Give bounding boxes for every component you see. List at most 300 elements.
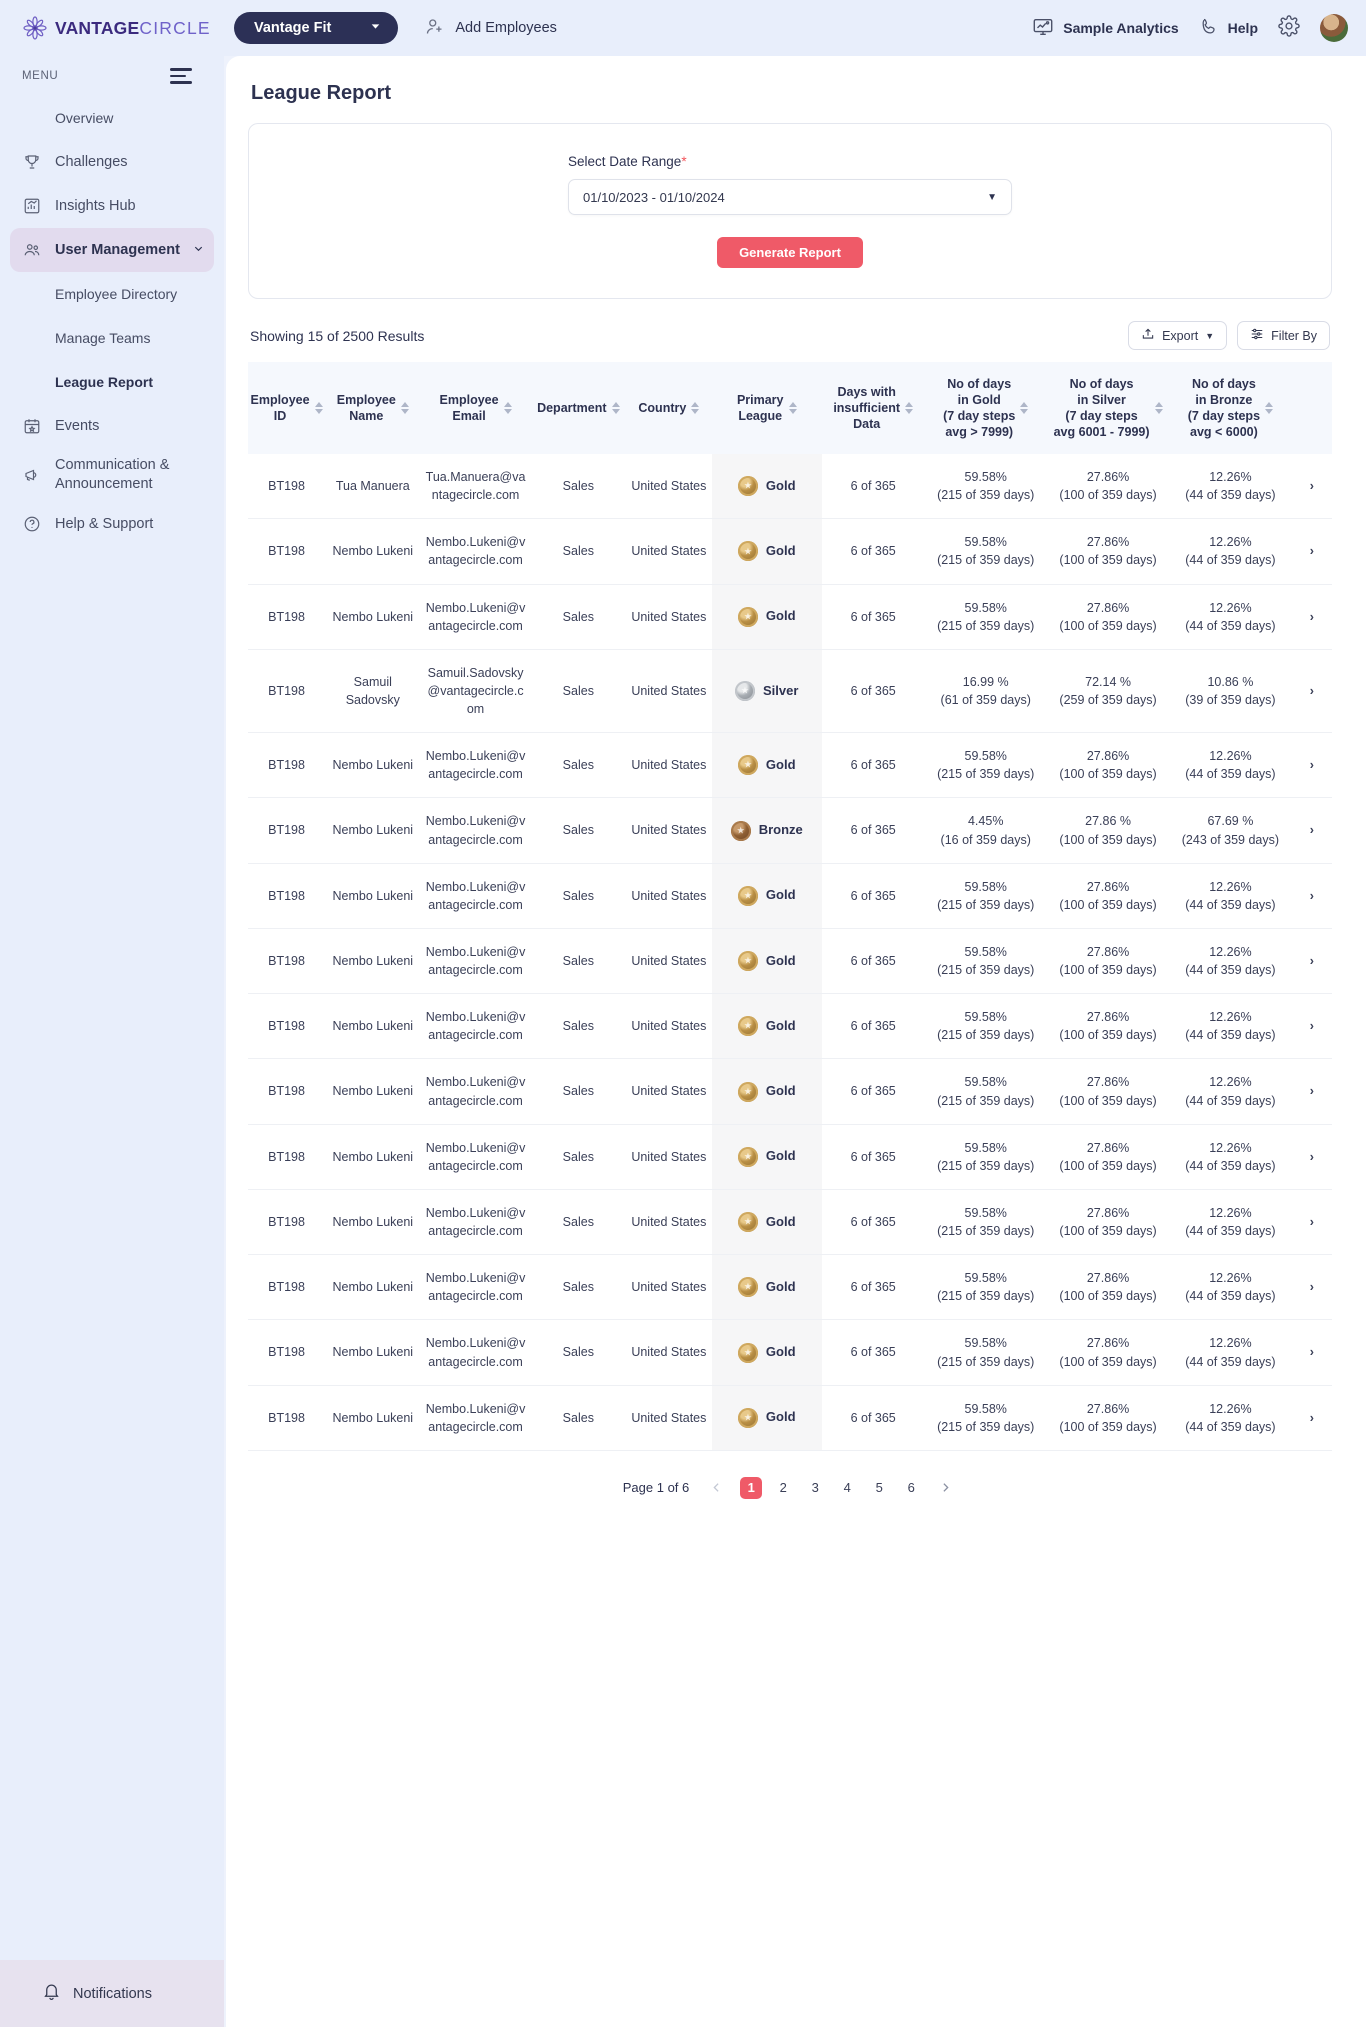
table-row[interactable] <box>248 798 1332 863</box>
cell-insufficient-data: 6 of 365 <box>822 1255 925 1320</box>
gold-medal-icon <box>738 1343 758 1363</box>
row-expand-button[interactable] <box>1292 863 1332 928</box>
brand-text <box>55 18 211 39</box>
table-row[interactable] <box>248 519 1332 584</box>
page-title: League Report <box>251 82 392 104</box>
sidebar-item-employee-directory[interactable] <box>10 272 214 316</box>
cell-days-gold: 16.99 % (61 of 359 days) <box>925 649 1047 732</box>
sidebar-item-label: Employee Directory <box>55 285 178 302</box>
league-label: Gold <box>765 1278 796 1294</box>
menu-label: MENU <box>22 69 59 82</box>
sidebar-item-label: Events <box>55 417 100 434</box>
row-expand-button[interactable] <box>1292 1189 1332 1254</box>
gold-medal-icon <box>738 1016 758 1036</box>
sidebar-item-label: League Report <box>55 373 154 390</box>
column-header-department[interactable] <box>531 362 626 454</box>
add-employees-label: Add Employees <box>455 20 557 36</box>
add-employees-button[interactable] <box>424 16 557 41</box>
column-header-employee-id[interactable] <box>248 362 325 454</box>
cell-days-bronze: 67.69 % (243 of 359 days) <box>1169 798 1291 863</box>
cell-days-silver: 27.86% (100 of 359 days) <box>1047 1124 1169 1189</box>
export-button[interactable] <box>1128 321 1227 350</box>
table-row[interactable] <box>248 928 1332 993</box>
cell-country: United States <box>626 584 712 649</box>
chevron-right-icon: › <box>1309 888 1314 903</box>
table-header <box>248 362 1332 454</box>
sort-toggle-icon[interactable] <box>612 402 620 414</box>
column-header-days-gold[interactable] <box>925 362 1047 454</box>
cell-days-gold: 59.58% (215 of 359 days) <box>925 1385 1047 1450</box>
cell-employee-id: BT198 <box>248 733 325 798</box>
cell-insufficient-data: 6 of 365 <box>822 519 925 584</box>
cell-employee-email: Nembo.Lukeni@vantagecircle.com <box>421 584 531 649</box>
chevron-right-icon: › <box>1309 1214 1314 1229</box>
sample-analytics-label: Sample Analytics <box>1063 20 1179 36</box>
cell-primary-league <box>712 649 822 732</box>
cell-employee-email: Nembo.Lukeni@vantagecircle.com <box>421 1320 531 1385</box>
cell-days-gold: 59.58% (215 of 359 days) <box>925 928 1047 993</box>
cell-days-silver: 27.86 % (100 of 359 days) <box>1047 798 1169 863</box>
cell-employee-name: Nembo Lukeni <box>325 928 420 993</box>
monitor-chart-icon <box>1032 16 1054 41</box>
cell-department: Sales <box>531 928 626 993</box>
row-expand-button[interactable] <box>1292 1385 1332 1450</box>
cell-department: Sales <box>531 1059 626 1124</box>
column-header-label: Employee Email <box>439 393 499 423</box>
date-range-field <box>568 154 1012 268</box>
notifications-button[interactable] <box>0 1960 224 2027</box>
gear-icon[interactable] <box>1278 15 1300 42</box>
row-expand-button[interactable] <box>1292 1124 1332 1189</box>
cell-insufficient-data: 6 of 365 <box>822 584 925 649</box>
league-label: Bronze <box>758 822 803 838</box>
cell-days-gold: 59.58% (215 of 359 days) <box>925 1189 1047 1254</box>
column-header-employee-name[interactable] <box>325 362 420 454</box>
cell-country: United States <box>626 1124 712 1189</box>
column-header-label: No of days in Bronze (7 day steps avg < 6000) <box>1187 377 1261 439</box>
sidebar-item-label: Manage Teams <box>55 329 151 346</box>
cell-employee-name: Nembo Lukeni <box>325 798 420 863</box>
sidebar-item-league-report[interactable] <box>10 360 214 404</box>
cell-employee-name: Nembo Lukeni <box>325 1255 420 1320</box>
cell-insufficient-data: 6 of 365 <box>822 1189 925 1254</box>
chevron-right-icon: › <box>1309 1084 1314 1099</box>
cell-employee-id: BT198 <box>248 649 325 732</box>
sort-toggle-icon[interactable] <box>1020 402 1028 414</box>
brand-name-part2: CIRCLE <box>139 17 211 38</box>
prev-page-button[interactable] <box>705 1477 728 1499</box>
cell-employee-id: BT198 <box>248 1124 325 1189</box>
cell-days-silver: 27.86% (100 of 359 days) <box>1047 733 1169 798</box>
cell-days-gold: 59.58% (215 of 359 days) <box>925 994 1047 1059</box>
user-plus-icon <box>424 16 445 41</box>
cell-employee-email: Nembo.Lukeni@vantagecircle.com <box>421 1255 531 1320</box>
chevron-down-icon[interactable] <box>193 242 204 258</box>
cell-employee-id: BT198 <box>248 928 325 993</box>
column-header-insufficient-data[interactable] <box>822 362 925 454</box>
gold-medal-icon <box>738 476 758 496</box>
chevron-right-icon: › <box>1309 758 1314 773</box>
results-count-label: Showing 15 of 2500 Results <box>250 327 425 344</box>
filter-by-button[interactable] <box>1237 321 1330 350</box>
cell-employee-email: Nembo.Lukeni@vantagecircle.com <box>421 863 531 928</box>
sort-toggle-icon[interactable] <box>315 402 323 414</box>
page-indicator-label: Page 1 of 6 <box>622 1480 690 1496</box>
cell-insufficient-data: 6 of 365 <box>822 454 925 519</box>
page-button-1[interactable]: 1 <box>740 1477 762 1499</box>
row-expand-button[interactable] <box>1292 994 1332 1059</box>
sidebar <box>0 0 224 2027</box>
gold-medal-icon <box>738 607 758 627</box>
chevron-right-icon: › <box>1309 479 1314 494</box>
cell-employee-email: Nembo.Lukeni@vantagecircle.com <box>421 1385 531 1450</box>
cell-employee-id: BT198 <box>248 519 325 584</box>
row-expand-button[interactable] <box>1292 519 1332 584</box>
table-row[interactable] <box>248 1255 1332 1320</box>
cell-days-silver: 27.86% (100 of 359 days) <box>1047 1320 1169 1385</box>
date-range-select[interactable] <box>568 179 1012 215</box>
cell-days-gold: 59.58% (215 of 359 days) <box>925 1320 1047 1385</box>
chevron-right-icon: › <box>1309 1019 1314 1034</box>
product-switcher-label: Vantage Fit <box>254 20 332 36</box>
cell-days-silver: 72.14 % (259 of 359 days) <box>1047 649 1169 732</box>
cell-days-silver: 27.86% (100 of 359 days) <box>1047 994 1169 1059</box>
gold-medal-icon <box>738 886 758 906</box>
avatar[interactable] <box>1320 14 1348 42</box>
sample-analytics-button[interactable] <box>1032 16 1178 41</box>
cell-insufficient-data: 6 of 365 <box>822 928 925 993</box>
column-header-primary-league[interactable] <box>712 362 822 454</box>
cell-days-bronze: 12.26% (44 of 359 days) <box>1169 1189 1291 1254</box>
cell-employee-id: BT198 <box>248 798 325 863</box>
table-header-row <box>248 362 1332 454</box>
column-header-days-silver[interactable] <box>1047 362 1169 454</box>
cell-days-gold: 59.58% (215 of 359 days) <box>925 584 1047 649</box>
cell-employee-email: Nembo.Lukeni@vantagecircle.com <box>421 994 531 1059</box>
table-row[interactable] <box>248 454 1332 519</box>
sort-toggle-icon[interactable] <box>789 402 797 414</box>
sidebar-item-insights-hub[interactable] <box>10 184 214 228</box>
cell-employee-email: Tua.Manuera@vantagecircle.com <box>421 454 531 519</box>
cell-department: Sales <box>531 1124 626 1189</box>
cell-days-silver: 27.86% (100 of 359 days) <box>1047 584 1169 649</box>
megaphone-icon <box>22 465 42 485</box>
column-header-country[interactable] <box>626 362 712 454</box>
hamburger-menu-icon[interactable] <box>170 68 192 84</box>
column-header-label: Employee Name <box>336 393 396 423</box>
cell-employee-name: Tua Manuera <box>325 454 420 519</box>
table-row[interactable] <box>248 1189 1332 1254</box>
sidebar-item-challenges[interactable] <box>10 140 214 184</box>
page-button-5[interactable]: 5 <box>868 1477 890 1499</box>
column-header-label: Department <box>537 401 607 415</box>
cell-primary-league <box>712 519 822 584</box>
cell-employee-id: BT198 <box>248 994 325 1059</box>
cell-days-silver: 27.86% (100 of 359 days) <box>1047 519 1169 584</box>
cell-department: Sales <box>531 1255 626 1320</box>
cell-country: United States <box>626 519 712 584</box>
chevron-right-icon: › <box>1309 1345 1314 1360</box>
column-header-days-bronze[interactable] <box>1169 362 1291 454</box>
chevron-right-icon: › <box>1309 609 1314 624</box>
league-label: Gold <box>765 1409 796 1425</box>
content-area <box>226 56 1366 2027</box>
brand-logo-area[interactable] <box>0 0 224 56</box>
cell-days-gold: 59.58% (215 of 359 days) <box>925 454 1047 519</box>
cell-insufficient-data: 6 of 365 <box>822 1124 925 1189</box>
cell-days-silver: 27.86% (100 of 359 days) <box>1047 1255 1169 1320</box>
sidebar-item-manage-teams[interactable] <box>10 316 214 360</box>
cell-employee-id: BT198 <box>248 1255 325 1320</box>
cell-days-bronze: 12.26% (44 of 359 days) <box>1169 519 1291 584</box>
phone-icon <box>1199 17 1219 40</box>
page-button-6[interactable]: 6 <box>900 1477 922 1499</box>
league-label: Gold <box>765 1017 796 1033</box>
cell-insufficient-data: 6 of 365 <box>822 649 925 732</box>
cell-insufficient-data: 6 of 365 <box>822 994 925 1059</box>
cell-employee-id: BT198 <box>248 1385 325 1450</box>
topbar <box>224 0 1366 56</box>
row-expand-button[interactable] <box>1292 798 1332 863</box>
cell-primary-league <box>712 1124 822 1189</box>
cell-days-gold: 59.58% (215 of 359 days) <box>925 863 1047 928</box>
cell-employee-name: Nembo Lukeni <box>325 1385 420 1450</box>
sort-toggle-icon[interactable] <box>504 402 512 414</box>
table-row[interactable] <box>248 1320 1332 1385</box>
cell-country: United States <box>626 649 712 732</box>
league-label: Gold <box>765 756 796 772</box>
users-icon <box>22 240 42 260</box>
gold-medal-icon <box>738 1147 758 1167</box>
filter-sliders-icon <box>1250 327 1264 344</box>
cell-employee-id: BT198 <box>248 863 325 928</box>
cell-days-bronze: 12.26% (44 of 359 days) <box>1169 1320 1291 1385</box>
row-expand-button[interactable] <box>1292 1255 1332 1320</box>
cell-insufficient-data: 6 of 365 <box>822 733 925 798</box>
cell-days-bronze: 12.26% (44 of 359 days) <box>1169 1059 1291 1124</box>
gold-medal-icon <box>738 1082 758 1102</box>
column-header-employee-email[interactable] <box>421 362 531 454</box>
league-label: Gold <box>765 542 796 558</box>
sidebar-item-label: Help & Support <box>55 515 154 532</box>
brand-name-part1: VANTAGE <box>55 17 140 38</box>
cell-country: United States <box>626 1059 712 1124</box>
date-range-label <box>568 154 1012 169</box>
cell-country: United States <box>626 454 712 519</box>
cell-primary-league <box>712 798 822 863</box>
cell-country: United States <box>626 863 712 928</box>
cell-primary-league <box>712 1320 822 1385</box>
cell-employee-id: BT198 <box>248 1059 325 1124</box>
main-area <box>224 0 1366 2027</box>
cell-days-gold: 59.58% (215 of 359 days) <box>925 733 1047 798</box>
sidebar-item-overview[interactable] <box>10 96 214 140</box>
cell-department: Sales <box>531 519 626 584</box>
cell-country: United States <box>626 1255 712 1320</box>
league-label: Gold <box>765 1344 796 1360</box>
help-button[interactable] <box>1199 17 1258 40</box>
league-label: Silver <box>763 682 799 698</box>
chevron-down-icon <box>369 20 382 37</box>
cell-primary-league <box>712 863 822 928</box>
cell-employee-id: BT198 <box>248 1189 325 1254</box>
cell-days-silver: 27.86% (100 of 359 days) <box>1047 928 1169 993</box>
chevron-down-icon: ▼ <box>1205 330 1215 341</box>
sidebar-item-events[interactable] <box>10 404 214 448</box>
cell-days-silver: 27.86% (100 of 359 days) <box>1047 1059 1169 1124</box>
league-label: Gold <box>765 1148 796 1164</box>
product-switcher-button[interactable] <box>234 12 398 44</box>
cell-primary-league <box>712 928 822 993</box>
page-number-group <box>740 1477 922 1499</box>
cell-employee-name: Nembo Lukeni <box>325 1124 420 1189</box>
cell-department: Sales <box>531 1385 626 1450</box>
pagination <box>248 1451 1332 1517</box>
cell-days-silver: 27.86% (100 of 359 days) <box>1047 863 1169 928</box>
cell-employee-name: Nembo Lukeni <box>325 994 420 1059</box>
silver-medal-icon <box>735 681 755 701</box>
chevron-right-icon: › <box>1309 1149 1314 1164</box>
cell-employee-email: Nembo.Lukeni@vantagecircle.com <box>421 1189 531 1254</box>
chevron-right-icon: › <box>1309 544 1314 559</box>
cell-primary-league <box>712 1189 822 1254</box>
bronze-medal-icon <box>731 821 751 841</box>
sidebar-item-label: Communication & Announcement <box>55 457 170 492</box>
cell-days-gold: 59.58% (215 of 359 days) <box>925 1059 1047 1124</box>
row-expand-button[interactable] <box>1292 1059 1332 1124</box>
cell-days-bronze: 10.86 % (39 of 359 days) <box>1169 649 1291 732</box>
sidebar-item-help-support[interactable] <box>10 502 214 546</box>
cell-days-silver: 27.86% (100 of 359 days) <box>1047 1385 1169 1450</box>
sidebar-item-label: User Management <box>55 241 180 258</box>
table-row[interactable] <box>248 1059 1332 1124</box>
sort-toggle-icon[interactable] <box>1265 402 1273 414</box>
sort-toggle-icon[interactable] <box>401 402 409 414</box>
cell-insufficient-data: 6 of 365 <box>822 863 925 928</box>
column-header-label: No of days in Gold (7 day steps avg > 7999) <box>943 377 1016 439</box>
column-header-expand <box>1292 362 1332 454</box>
cell-employee-email: Nembo.Lukeni@vantagecircle.com <box>421 1124 531 1189</box>
sort-toggle-icon[interactable] <box>1155 402 1163 414</box>
league-label: Gold <box>765 608 796 624</box>
row-expand-button[interactable] <box>1292 454 1332 519</box>
league-report-table <box>248 362 1332 1451</box>
generate-report-button[interactable]: Generate Report <box>717 237 863 268</box>
table-row[interactable] <box>248 1385 1332 1450</box>
table-body <box>248 454 1332 1450</box>
table-row[interactable] <box>248 649 1332 732</box>
cell-department: Sales <box>531 863 626 928</box>
date-range-panel <box>248 123 1332 299</box>
export-icon <box>1141 327 1155 344</box>
cell-primary-league <box>712 584 822 649</box>
cell-department: Sales <box>531 1189 626 1254</box>
results-bar <box>248 321 1332 350</box>
cell-primary-league <box>712 1255 822 1320</box>
cell-days-bronze: 12.26% (44 of 359 days) <box>1169 584 1291 649</box>
cell-primary-league <box>712 454 822 519</box>
date-range-label-text: Select Date Range <box>568 154 682 169</box>
table-row[interactable] <box>248 1124 1332 1189</box>
page-button-2[interactable]: 2 <box>772 1477 794 1499</box>
cell-insufficient-data: 6 of 365 <box>822 1385 925 1450</box>
cell-primary-league <box>712 994 822 1059</box>
sidebar-item-label: Overview <box>55 109 114 126</box>
menu-header <box>0 56 224 94</box>
cell-employee-id: BT198 <box>248 454 325 519</box>
page-button-4[interactable]: 4 <box>836 1477 858 1499</box>
column-header-label: Country <box>638 401 687 415</box>
row-expand-button[interactable] <box>1292 1320 1332 1385</box>
cell-days-gold: 59.58% (215 of 359 days) <box>925 519 1047 584</box>
cell-employee-email: Nembo.Lukeni@vantagecircle.com <box>421 733 531 798</box>
gold-medal-icon <box>738 951 758 971</box>
cell-country: United States <box>626 1385 712 1450</box>
question-circle-icon <box>22 514 42 534</box>
cell-country: United States <box>626 733 712 798</box>
cell-employee-email: Samuil.Sadovsky@vantagecircle.com <box>421 649 531 732</box>
gold-medal-icon <box>738 1408 758 1428</box>
cell-employee-name: Nembo Lukeni <box>325 584 420 649</box>
cell-department: Sales <box>531 454 626 519</box>
cell-days-silver: 27.86% (100 of 359 days) <box>1047 1189 1169 1254</box>
sidebar-item-label: Challenges <box>55 153 128 170</box>
sidebar-item-user-management[interactable] <box>10 228 214 272</box>
page-button-3[interactable]: 3 <box>804 1477 826 1499</box>
cell-days-bronze: 12.26% (44 of 359 days) <box>1169 1124 1291 1189</box>
cell-insufficient-data: 6 of 365 <box>822 1059 925 1124</box>
league-label: Gold <box>765 477 796 493</box>
row-expand-button[interactable] <box>1292 733 1332 798</box>
cell-department: Sales <box>531 1320 626 1385</box>
row-expand-button[interactable] <box>1292 649 1332 732</box>
league-label: Gold <box>765 952 796 968</box>
topbar-right-group <box>1032 14 1348 42</box>
column-header-label: Days with insufficient Data <box>833 385 900 431</box>
cell-department: Sales <box>531 994 626 1059</box>
cell-days-bronze: 12.26% (44 of 359 days) <box>1169 1385 1291 1450</box>
calendar-star-icon <box>22 416 42 436</box>
sidebar-item-communication-announcement[interactable] <box>10 448 214 502</box>
chevron-right-icon: › <box>1309 953 1314 968</box>
league-label: Gold <box>765 1213 796 1229</box>
notifications-label: Notifications <box>73 1985 152 2002</box>
cell-employee-email: Nembo.Lukeni@vantagecircle.com <box>421 1059 531 1124</box>
cell-employee-name: Nembo Lukeni <box>325 733 420 798</box>
table-row[interactable] <box>248 863 1332 928</box>
cell-employee-id: BT198 <box>248 1320 325 1385</box>
cell-employee-name: Nembo Lukeni <box>325 1320 420 1385</box>
sort-toggle-icon[interactable] <box>905 402 913 414</box>
table-row[interactable] <box>248 584 1332 649</box>
cell-country: United States <box>626 1320 712 1385</box>
table-row[interactable] <box>248 994 1332 1059</box>
row-expand-button[interactable] <box>1292 928 1332 993</box>
sort-toggle-icon[interactable] <box>691 402 699 414</box>
cell-department: Sales <box>531 798 626 863</box>
bell-icon <box>42 1982 61 2005</box>
next-page-button[interactable] <box>934 1477 957 1499</box>
row-expand-button[interactable] <box>1292 584 1332 649</box>
cell-country: United States <box>626 928 712 993</box>
chevron-right-icon: › <box>1309 683 1314 698</box>
cell-days-gold: 4.45% (16 of 359 days) <box>925 798 1047 863</box>
cell-days-bronze: 12.26% (44 of 359 days) <box>1169 1255 1291 1320</box>
export-label: Export <box>1162 328 1199 343</box>
gold-medal-icon <box>738 1212 758 1232</box>
column-header-label: No of days in Silver (7 day steps avg 6001 - 7999) <box>1053 377 1150 439</box>
table-row[interactable] <box>248 733 1332 798</box>
